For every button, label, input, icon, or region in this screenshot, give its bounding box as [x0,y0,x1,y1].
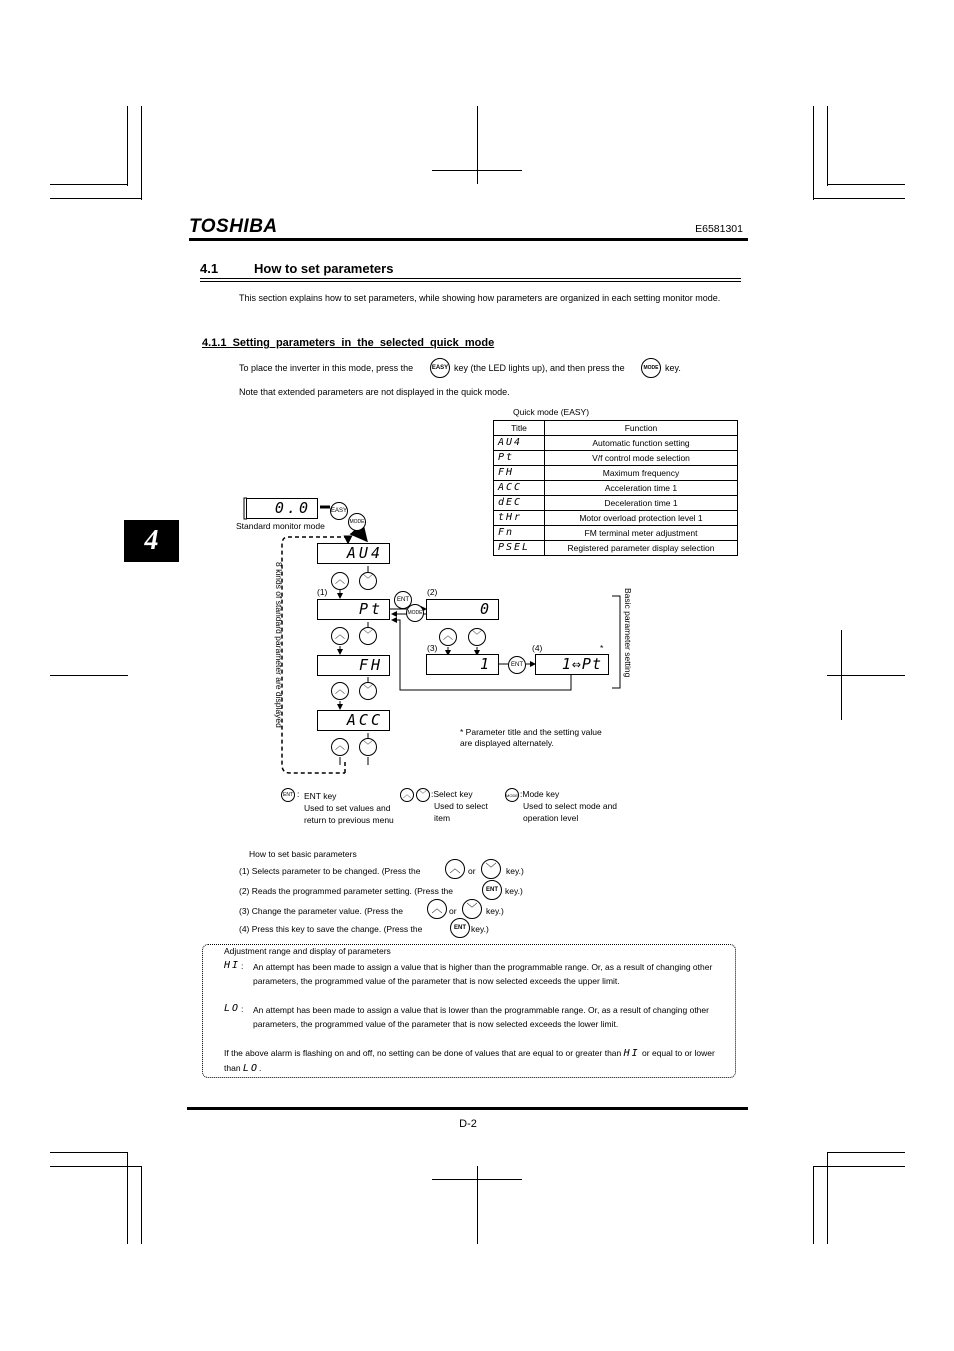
display-alternate: 1⇔Pt [535,654,609,675]
monitor-display: 0.0 [246,498,318,519]
basic-step-1: (1) Selects parameter to be changed. (Press the ︿ or ﹀ key.) [239,858,639,882]
up-arrow-icon: ︿ [439,628,457,646]
vertical-label-left: 8 kinds of standard parameter are displayed [274,562,284,728]
down-arrow-icon: ﹀ [481,859,501,879]
table-header-row: Title Function [494,421,738,436]
table-row: tHr Motor overload protection level 1 [494,511,738,526]
legend-select-title: :Select key [431,789,473,799]
legend-ent-title: ENT key [304,791,337,801]
legend-select-desc: Used to select item [434,801,488,823]
section-intro: This section explains how to set parameters, while showing how parameters are organized in each setting monitor mode. [239,293,721,303]
step-label: (3) [427,643,438,653]
down-arrow-icon: ﹀ [359,572,377,590]
down-arrow-icon: ﹀ [416,788,430,802]
easy-key-icon: EASY [330,502,348,520]
table-row: dEC Deceleration time 1 [494,496,738,511]
footer-rule [187,1107,748,1110]
ent-key-icon: ENT [281,788,295,802]
up-arrow-icon: ︿ [445,859,465,879]
step-label: (1) [317,587,328,597]
easy-key-icon: EASY [430,358,450,378]
down-arrow-icon: ﹀ [468,628,486,646]
legend-ent-desc: Used to set values and return to previous menu [304,803,394,825]
table-row: FH Maximum frequency [494,466,738,481]
up-arrow-icon: ︿ [400,788,414,802]
down-arrow-icon: ﹀ [359,627,377,645]
diagram-note: * Parameter title and the setting value are displayed alternately. [460,727,602,748]
mode-key-icon: MODE [505,788,519,802]
table-row: ACC Acceleration time 1 [494,481,738,496]
basic-step-4: (4) Press this key to save the change. (Press the ENT key.) [239,918,639,940]
basic-step-2: (2) Reads the programmed parameter setting. (Press the ENT key.) [239,880,639,902]
standard-monitor-label: Standard monitor mode [236,521,325,531]
brand-logo: TOSHIBA [189,216,278,237]
display-fh: FH [317,655,390,676]
legend-mode-desc: Used to select mode and operation level [523,801,618,823]
table-row: AU4 Automatic function setting [494,436,738,451]
section-title: How to set parameters [254,261,394,276]
ent-key-icon: ENT [508,656,526,674]
adjust-title: Adjustment range and display of parameters [224,946,391,956]
ent-key-icon: ENT [482,880,502,900]
table-row: PSEL Registered parameter display selection [494,541,738,556]
ent-key-icon: ENT [450,918,470,938]
chapter-tab: 4 [124,520,179,562]
lo-text: An attempt has been made to assign a value that is lower than the programmable range. Or, as a result of changing other parameters, the programmed value of the parameter that is now selected exceeds the lower limit. [253,1005,709,1029]
display-value: 0 [426,599,499,620]
ent-key-icon: ENT [394,591,412,609]
down-arrow-icon: ﹀ [359,682,377,700]
mode-key-icon: MODE [348,513,366,531]
up-arrow-icon: ︿ [331,572,349,590]
display-pt: Pt [317,599,390,620]
mode-key-icon: MODE [406,604,424,622]
subsection-line1: To place the inverter in this mode, press the EASY key (the LED lights up), and then press the MODE key. [239,358,739,378]
down-arrow-icon: ﹀ [462,899,482,919]
asterisk-mark: * [600,643,604,653]
page-number: D-2 [459,1118,477,1130]
subsection-title: 4.1.1 Setting parameters in the selected quick mode [202,337,495,349]
up-arrow-icon: ︿ [331,682,349,700]
step-label: (4) [532,643,543,653]
table-row: Fn FM terminal meter adjustment [494,526,738,541]
basic-steps-title: How to set basic parameters [249,849,357,859]
subsection-line2: Note that extended parameters are not displayed in the quick mode. [239,387,510,397]
up-arrow-icon: ︿ [331,738,349,756]
display-au4: AU4 [317,543,390,564]
hi-code: HI [224,960,241,971]
up-arrow-icon: ︿ [427,899,447,919]
up-arrow-icon: ︿ [331,627,349,645]
doc-number: E6581301 [695,223,743,235]
step-label: (2) [427,587,438,597]
hi-text: An attempt has been made to assign a value that is higher than the programmable range. Or, as a result of changing other parameters, the programmed value of the parameter that is now selected exceeds the upper limit. [253,962,713,986]
lo-code: LO [224,1003,241,1014]
table-row: Pt V/f control mode selection [494,451,738,466]
basic-step-3: (3) Change the parameter value. (Press the ︿ or ﹀ key.) [239,898,639,922]
adjust-footer: If the above alarm is flashing on and off, no setting can be done of values that are equal to or greater than HI or equal to or lower than LO. [224,1048,715,1074]
display-acc: ACC [317,710,390,731]
legend-mode-title: :Mode key [520,789,560,799]
down-arrow-icon: ﹀ [359,738,377,756]
vertical-label-right: Basic parameter setting [623,588,633,678]
quick-table-caption: Quick mode (EASY) [513,407,590,417]
mode-key-icon: MODE [641,358,661,378]
section-number: 4.1 [200,261,219,276]
display-changed-value: 1 [426,654,499,675]
